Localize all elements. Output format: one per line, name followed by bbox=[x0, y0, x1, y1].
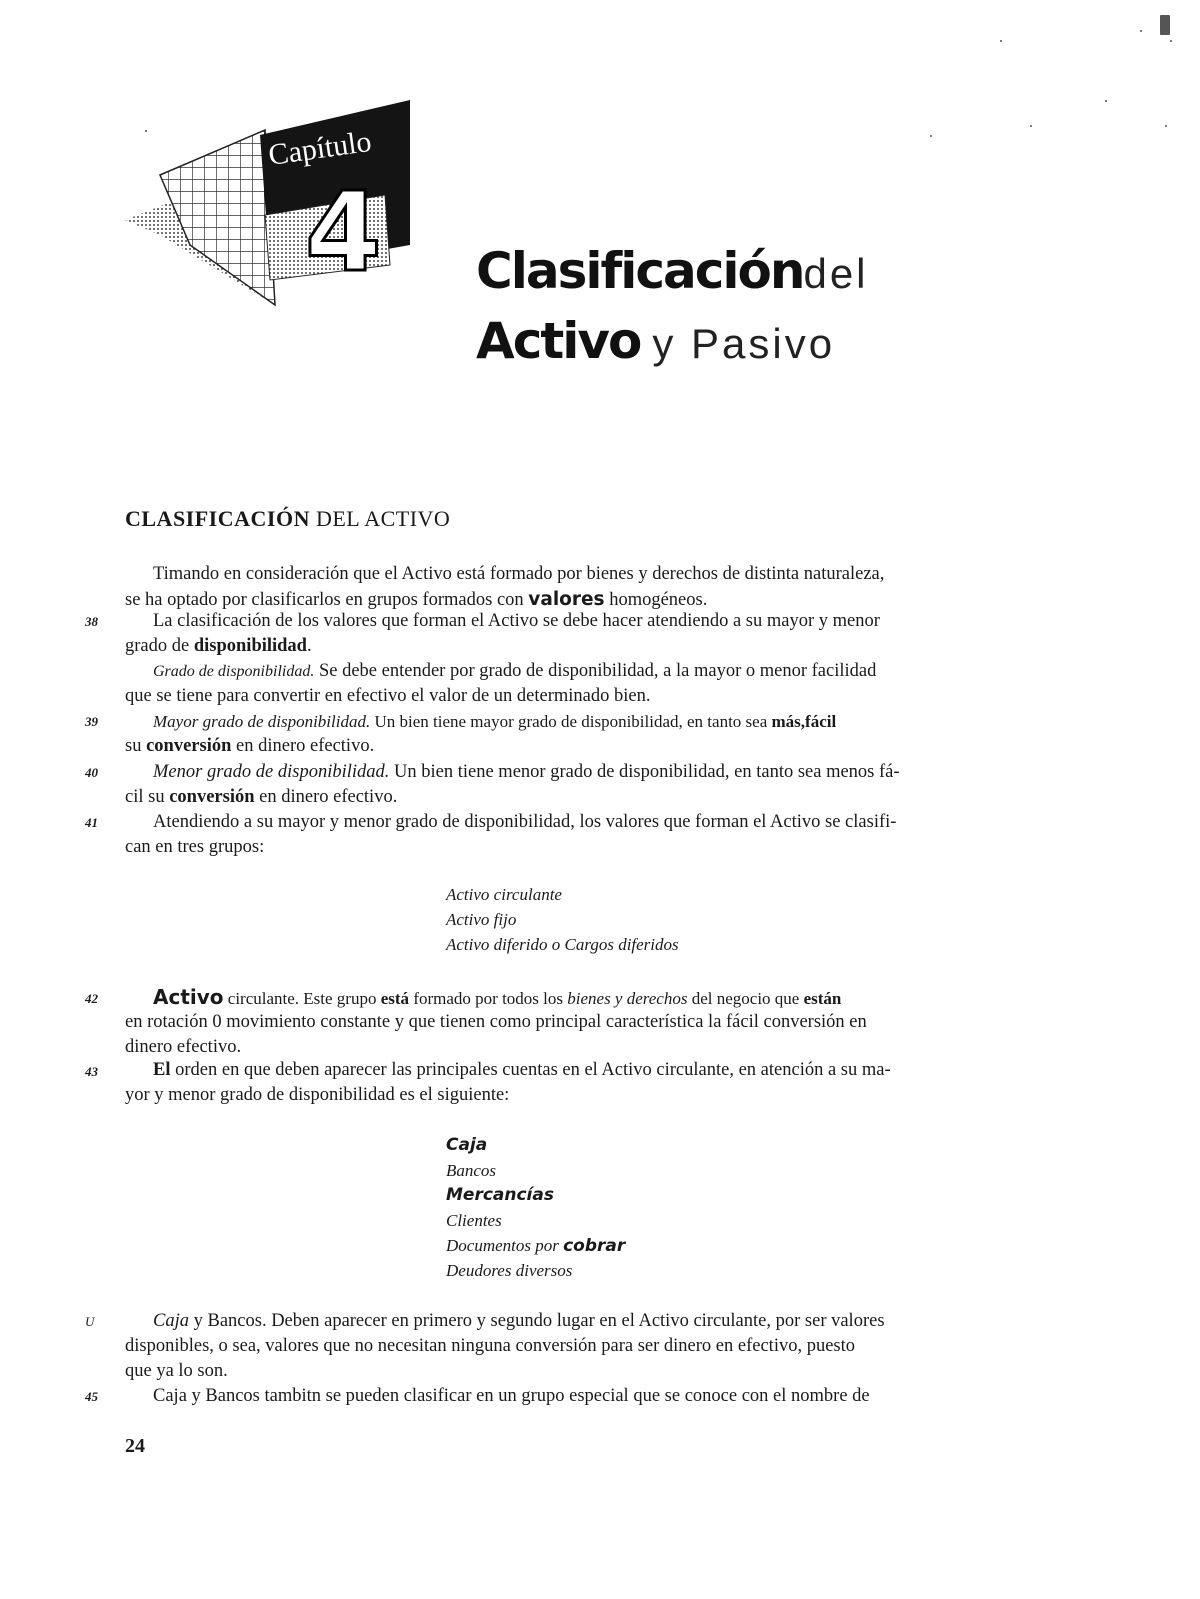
paragraph-line: en rotación 0 movimiento constante y que tienen como principal característica la fácil conversión en bbox=[125, 1012, 867, 1032]
list-item: Deudores diversos bbox=[446, 1261, 573, 1280]
paragraph-line: Caja y Bancos tambitn se pueden clasificar en un grupo especial que se conoce con el nombre de bbox=[153, 1386, 870, 1406]
paragraph-line: La clasificación de los valores que forman el Activo se debe hacer atendiendo a su mayor y menor bbox=[153, 611, 880, 631]
title-word-activo: Activo bbox=[476, 312, 641, 370]
paragraph-line: Caja y Bancos. Deben aparecer en primero y segundo lugar en el Activo circulante, por ser valores bbox=[153, 1311, 885, 1331]
list-item: Mercancías bbox=[446, 1185, 554, 1205]
title-word-clasificacion: Clasificación bbox=[476, 242, 804, 300]
paragraph-line: Timando en consideración que el Activo está formado por bienes y derechos de distinta naturaleza, bbox=[153, 564, 885, 584]
margin-number: 42 bbox=[85, 991, 98, 1006]
paragraph-43 bbox=[125, 1058, 1063, 1108]
asset-groups-list bbox=[446, 882, 679, 957]
paragraph-line: se ha optado por clasificarlos en grupos formados con valores homogéneos. bbox=[125, 589, 708, 610]
accounts-list bbox=[446, 1133, 625, 1283]
margin-number: 38 bbox=[85, 614, 98, 629]
paragraph-line: yor y menor grado de disponibilidad es el siguiente: bbox=[125, 1085, 510, 1105]
margin-number: 39 bbox=[85, 714, 98, 729]
section-heading bbox=[125, 506, 450, 532]
margin-number: 40 bbox=[85, 765, 98, 780]
paragraph-line: disponibles, o sea, valores que no necesitan ninguna conversión para ser dinero en efectivo, puesto bbox=[125, 1336, 856, 1356]
list-item: Activo circulante bbox=[446, 885, 562, 904]
chapter-title-line-2 bbox=[476, 312, 835, 370]
list-item: Activo fijo bbox=[446, 910, 517, 929]
paragraph-line: grado de disponibilidad. bbox=[125, 636, 312, 656]
title-word-del: del bbox=[803, 250, 869, 297]
list-item: Activo diferido o Cargos diferidos bbox=[446, 935, 679, 954]
section-heading-rest: DEL ACTIVO bbox=[309, 506, 451, 531]
paragraph-line: can en tres grupos: bbox=[125, 837, 265, 857]
list-item: Documentos por cobrar bbox=[446, 1236, 626, 1256]
title-word-y-pasivo: y Pasivo bbox=[652, 320, 836, 367]
paragraph-line: dinero efectivo. bbox=[125, 1037, 242, 1057]
paragraph-line: su conversión en dinero efectivo. bbox=[125, 736, 375, 756]
list-item: Clientes bbox=[446, 1211, 502, 1230]
paragraph-40 bbox=[125, 760, 1063, 810]
paragraph-line: que se tiene para convertir en efectivo el valor de un determinado bien. bbox=[125, 686, 651, 706]
paragraph-grado bbox=[125, 659, 1063, 709]
paragraph-line: Atendiendo a su mayor y menor grado de disponibilidad, los valores que forman el Activo se clasifi- bbox=[153, 812, 897, 832]
paragraph-41 bbox=[125, 810, 1063, 860]
margin-number: 45 bbox=[85, 1389, 98, 1404]
paragraph-line: Menor grado de disponibilidad. Un bien tiene menor grado de disponibilidad, en tanto sea menos fá- bbox=[153, 762, 900, 782]
paragraph-line: que ya lo son. bbox=[125, 1361, 228, 1381]
chapter-number: 4 bbox=[305, 168, 382, 296]
paragraph-1 bbox=[125, 562, 1063, 612]
margin-number: U bbox=[85, 1314, 95, 1329]
paragraph-line: cil su conversión en dinero efectivo. bbox=[125, 787, 398, 807]
paragraph-44 bbox=[125, 1309, 1063, 1384]
paragraph-42 bbox=[125, 985, 1063, 1060]
list-item: Caja bbox=[446, 1135, 488, 1155]
margin-number: 43 bbox=[85, 1064, 98, 1079]
chapter-emblem bbox=[120, 95, 420, 325]
paragraph-line: Activo circulante. Este grupo está formado por todos los bienes y derechos del negocio que están bbox=[153, 985, 842, 1009]
paragraph-line: Mayor grado de disponibilidad. Un bien tiene mayor grado de disponibilidad, en tanto sea más,fácil bbox=[153, 712, 837, 731]
section-heading-bold: CLASIFICACIÓN bbox=[125, 506, 310, 531]
paragraph-line: El orden en que deben aparecer las principales cuentas en el Activo circulante, en atención a su ma- bbox=[153, 1060, 891, 1080]
paragraph-39 bbox=[125, 709, 1063, 759]
list-item: Bancos bbox=[446, 1161, 497, 1180]
paragraph-line: Grado de disponibilidad. Se debe entender por grado de disponibilidad, a la mayor o menor facilidad bbox=[153, 661, 877, 681]
paragraph-45 bbox=[125, 1384, 1063, 1409]
margin-number: 41 bbox=[85, 815, 98, 830]
chapter-label: Capítulo bbox=[266, 124, 374, 172]
chapter-title-line-1 bbox=[476, 242, 869, 300]
page-number: 24 bbox=[125, 1435, 145, 1457]
paragraph-38 bbox=[125, 609, 1063, 659]
